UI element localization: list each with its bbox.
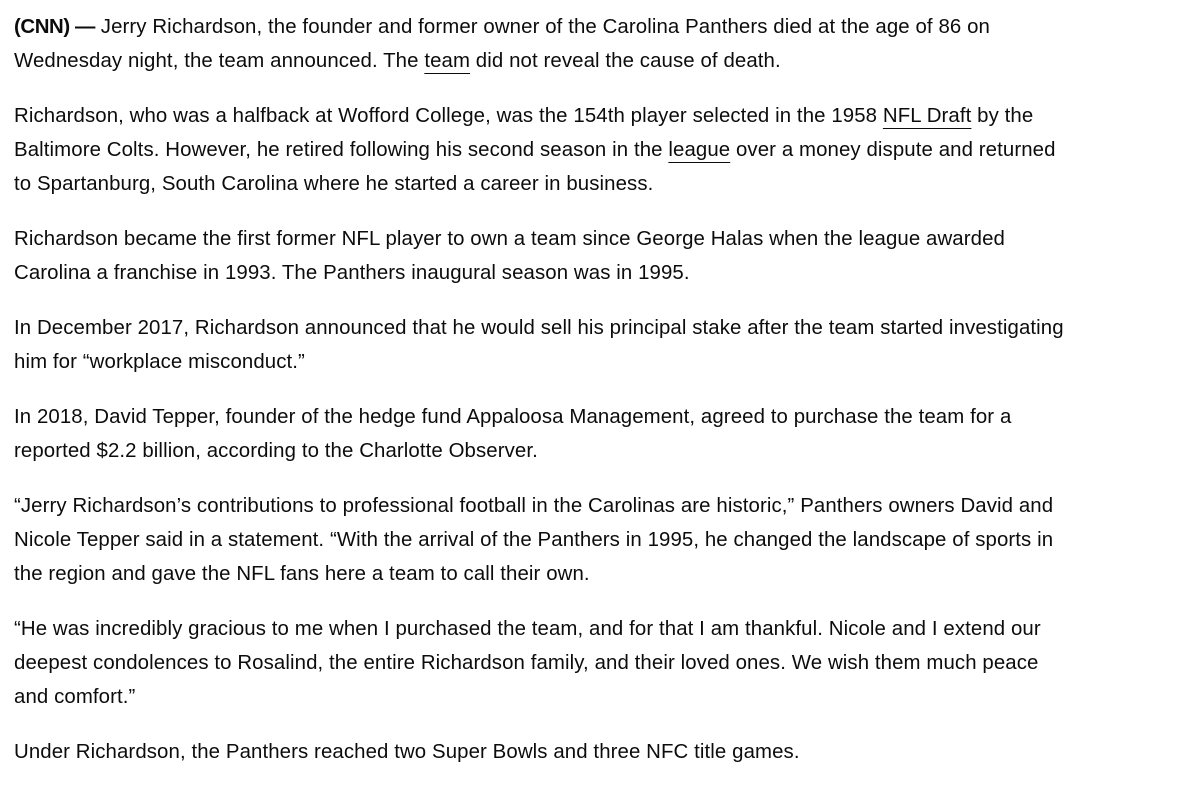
paragraph-6-line-2: Nicole Tepper said in a statement. “With the arrival of the Panthers in 1995, he changed the landscape of sports in [14,529,1054,551]
paragraph-4-line-2: him for “workplace misconduct.” [14,351,305,373]
text: did not reveal the cause of death. [470,50,781,72]
paragraph-1-line-1 [14,10,1194,44]
text: over a money dispute and returned [730,139,1056,161]
paragraph-5-line-1: In 2018, David Tepper, founder of the hedge fund Appaloosa Management, agreed to purchase the team for a [14,406,1012,428]
paragraph-6-line-1: “Jerry Richardson’s contributions to professional football in the Carolinas are historic,” Panthers owners David and [14,495,1054,517]
paragraph-2 [14,99,1194,201]
paragraph-7-line-1: “He was incredibly gracious to me when I purchased the team, and for that I am thankful. Nicole and I extend our [14,618,1041,640]
team-link[interactable]: team [424,50,471,72]
paragraph-3 [14,222,1194,290]
paragraph-8 [14,735,1194,769]
article-body [14,10,1194,790]
paragraph-3-line-1: Richardson became the first former NFL player to own a team since George Halas when the league awarded [14,228,1005,250]
paragraph-5-line-2: reported $2.2 billion, according to the Charlotte Observer. [14,440,538,462]
paragraph-7-line-2: deepest condolences to Rosalind, the entire Richardson family, and their loved ones. We wish them much peace [14,652,1039,674]
paragraph-1 [14,10,1194,78]
text: Wednesday night, the team announced. The [14,50,425,72]
source-label: (CNN) — [14,16,96,38]
paragraph-2-line-2 [14,133,1194,167]
paragraph-6 [14,489,1194,591]
paragraph-6-line-3: the region and gave the NFL fans here a team to call their own. [14,563,590,585]
paragraph-2-line-3: to Spartanburg, South Carolina where he started a career in business. [14,173,654,195]
text: Baltimore Colts. However, he retired following his second season in the [14,139,669,161]
paragraph-1-line-2 [14,44,1194,78]
paragraph-7-line-3: and comfort.” [14,686,136,708]
league-link[interactable]: league [668,139,731,161]
paragraph-7 [14,612,1194,714]
paragraph-4 [14,311,1194,379]
paragraph-2-line-1 [14,99,1194,133]
paragraph-5 [14,400,1194,468]
paragraph-8-line-1: Under Richardson, the Panthers reached two Super Bowls and three NFC title games. [14,741,800,763]
text: by the [971,105,1034,127]
paragraph-3-line-2: Carolina a franchise in 1993. The Panthers inaugural season was in 1995. [14,262,690,284]
text: Jerry Richardson, the founder and former owner of the Carolina Panthers died at the age of 86 on [95,16,990,38]
paragraph-4-line-1: In December 2017, Richardson announced that he would sell his principal stake after the team started investigating [14,317,1064,339]
nfl-draft-link[interactable]: NFL Draft [882,105,972,127]
text: Richardson, who was a halfback at Wofford College, was the 154th player selected in the 1958 [14,105,883,127]
